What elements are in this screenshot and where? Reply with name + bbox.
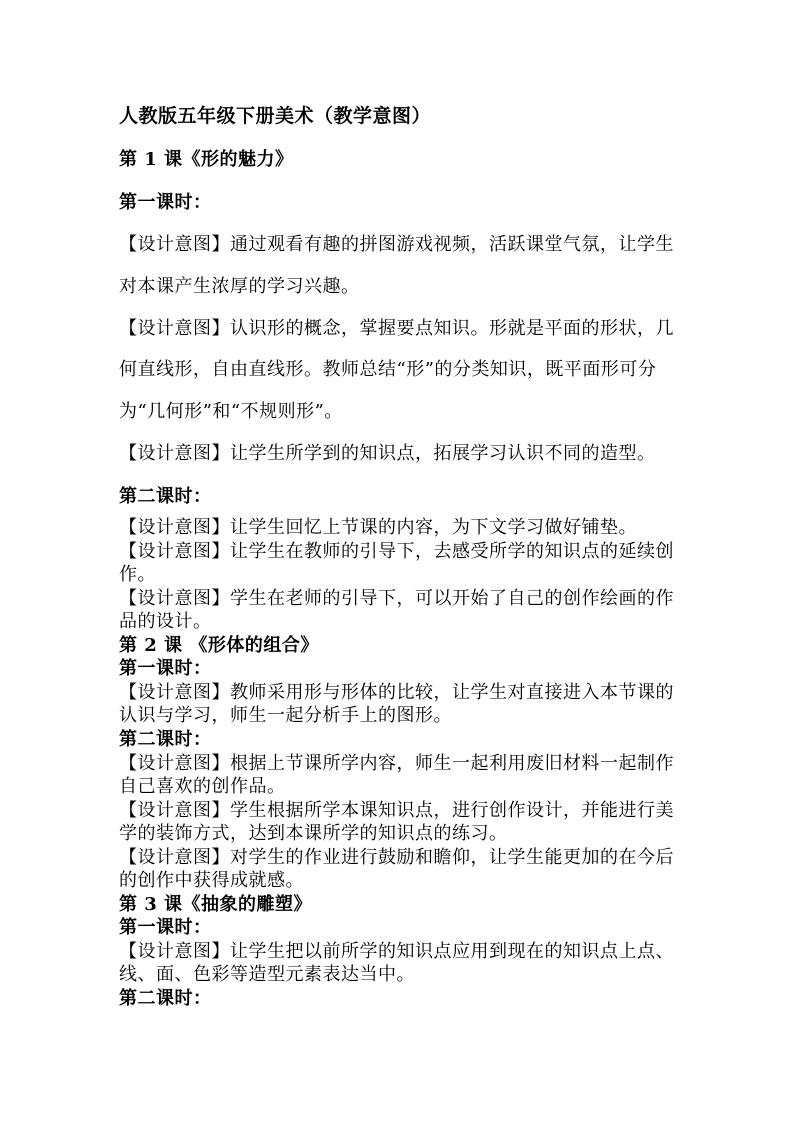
paragraph-line: 【设计意图】让学生在教师的引导下，去感受所学的知识点的延续创 (119, 541, 674, 562)
lesson-heading: 第 2 课 《形体的组合》 (119, 635, 319, 656)
session-heading: 第一课时： (119, 192, 212, 213)
paragraph-line: 认识与学习，师生一起分析手上的图形。 (119, 705, 452, 726)
paragraph-line: 【设计意图】让学生把以前所学的知识点应用到现在的知识点上点、 (119, 941, 674, 962)
paragraph-line: 【设计意图】学生在老师的引导下，可以开始了自己的创作绘画的作 (119, 588, 674, 609)
paragraph-line: 学的装饰方式，达到本课所学的知识点的练习。 (119, 823, 508, 844)
paragraph-line: 自己喜欢的创作品。 (119, 776, 286, 797)
document-title: 人教版五年级下册美术（教学意图） (119, 105, 432, 127)
paragraph-line: 线、面、色彩等造型元素表达当中。 (119, 964, 415, 985)
paragraph-line: 为“几何形”和“不规则形”。 (119, 401, 343, 422)
session-heading: 第二课时： (119, 486, 212, 507)
paragraph-line: 对本课产生浓厚的学习兴趣。 (119, 276, 360, 297)
paragraph-line: 作。 (119, 564, 156, 585)
paragraph-line: 【设计意图】对学生的作业进行鼓励和瞻仰，让学生能更加的在今后 (119, 847, 674, 868)
paragraph-line: 【设计意图】让学生回忆上节课的内容，为下文学习做好铺垫。 (119, 517, 637, 538)
session-heading: 第一课时： (119, 917, 212, 938)
paragraph-line: 何直线形，自由直线形。教师总结“形”的分类知识，既平面形可分 (119, 359, 657, 380)
session-heading: 第一课时： (119, 658, 212, 679)
lesson-heading: 第 1 课《形的魅力》 (119, 149, 294, 170)
paragraph-line: 【设计意图】让学生所学到的知识点，拓展学习认识不同的造型。 (119, 443, 656, 464)
paragraph-line: 品的设计。 (119, 611, 212, 632)
paragraph-line: 【设计意图】学生根据所学本课知识点，进行创作设计，并能进行美 (119, 800, 674, 821)
paragraph-line: 【设计意图】教师采用形与形体的比较，让学生对直接进入本节课的 (119, 682, 674, 703)
session-heading: 第二课时： (119, 988, 212, 1009)
paragraph-line: 【设计意图】认识形的概念，掌握要点知识。形就是平面的形状，几 (119, 318, 674, 339)
paragraph-line: 【设计意图】根据上节课所学内容，师生一起利用废旧材料一起制作 (119, 753, 674, 774)
paragraph-line: 【设计意图】通过观看有趣的拼图游戏视频，活跃课堂气氛，让学生 (119, 234, 674, 255)
paragraph-line: 的创作中获得成就感。 (119, 870, 304, 891)
lesson-heading: 第 3 课《抽象的雕塑》 (119, 894, 313, 915)
session-heading: 第二课时： (119, 729, 212, 750)
